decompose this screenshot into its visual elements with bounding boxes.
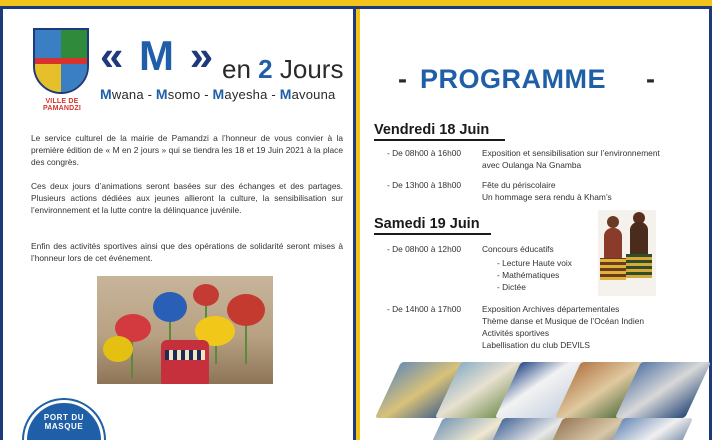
crest-caption: VILLE DE PAMANDZI — [42, 98, 82, 112]
day-underline-friday — [374, 139, 505, 141]
intro-paragraph-1: Le service culturel de la mairie de Pamandzi a l’honneur de vous convier à la première édition de « M en 2 jours » qui se tiendra les 18 et 19 Juin 2021 à la place des congrès. — [31, 133, 343, 167]
slot-time: - De 08h00 à 16h00 — [387, 148, 462, 158]
crest-shield-icon — [33, 28, 89, 94]
contest-item: - Mathématiques — [497, 270, 560, 280]
slot-activity-title: Concours éducatifs — [482, 244, 554, 254]
day-heading-friday: Vendredi 18 Juin — [374, 122, 490, 138]
slot-activity: Exposition Archives départementales Thème danse et Musique de l’Océan Indien Activités sportives Labellisation du club DEVILS — [482, 304, 645, 350]
event-title — [100, 30, 352, 84]
slot-time: - De 13h00 à 18h00 — [387, 180, 462, 190]
contest-item: - Lecture Haute voix — [497, 258, 572, 268]
day-heading-saturday: Samedi 19 Juin — [374, 216, 480, 232]
title-en-2-jours: en 2 Jours — [222, 54, 344, 84]
intro-paragraph-3: Enfin des activités sportives ainsi que des opérations de solidarité seront mises à l’honneur lors de cet événement. — [31, 241, 343, 263]
slot-time: - De 14h00 à 17h00 — [387, 304, 462, 314]
traditional-dancers-image — [598, 210, 656, 296]
contest-item: - Dictée — [497, 282, 526, 292]
paper-flowers-photo — [97, 276, 273, 384]
mask-required-badge-icon — [24, 400, 104, 440]
slot-activity: Exposition et sensibilisation sur l’environnement avec Oulanga Na Gnamba — [482, 148, 660, 170]
town-crest-logo — [27, 24, 97, 110]
day-underline-saturday — [374, 233, 491, 235]
intro-paragraph-2: Ces deux jours d’animations seront basées sur des échanges et des partages. Plusieurs actions dédiées aux jeunes allieront la culture, la sensibilisation sur l’environnement et la lutte contre la délinquance juvénile. — [31, 181, 343, 215]
title-m: « M » — [100, 32, 216, 79]
event-subtitle: Mwana - Msomo - Mayesha - Mavouna — [100, 86, 336, 102]
slot-time: - De 08h00 à 12h00 — [387, 244, 462, 254]
mask-badge-label: PORT DU MASQUE — [43, 413, 85, 431]
left-border — [0, 9, 3, 440]
center-divider-gold — [356, 9, 360, 440]
programme-heading: - PROGRAMME - — [398, 64, 656, 94]
slot-activity: Fête du périscolaire Un hommage sera rendu à Kham’s — [482, 180, 612, 202]
